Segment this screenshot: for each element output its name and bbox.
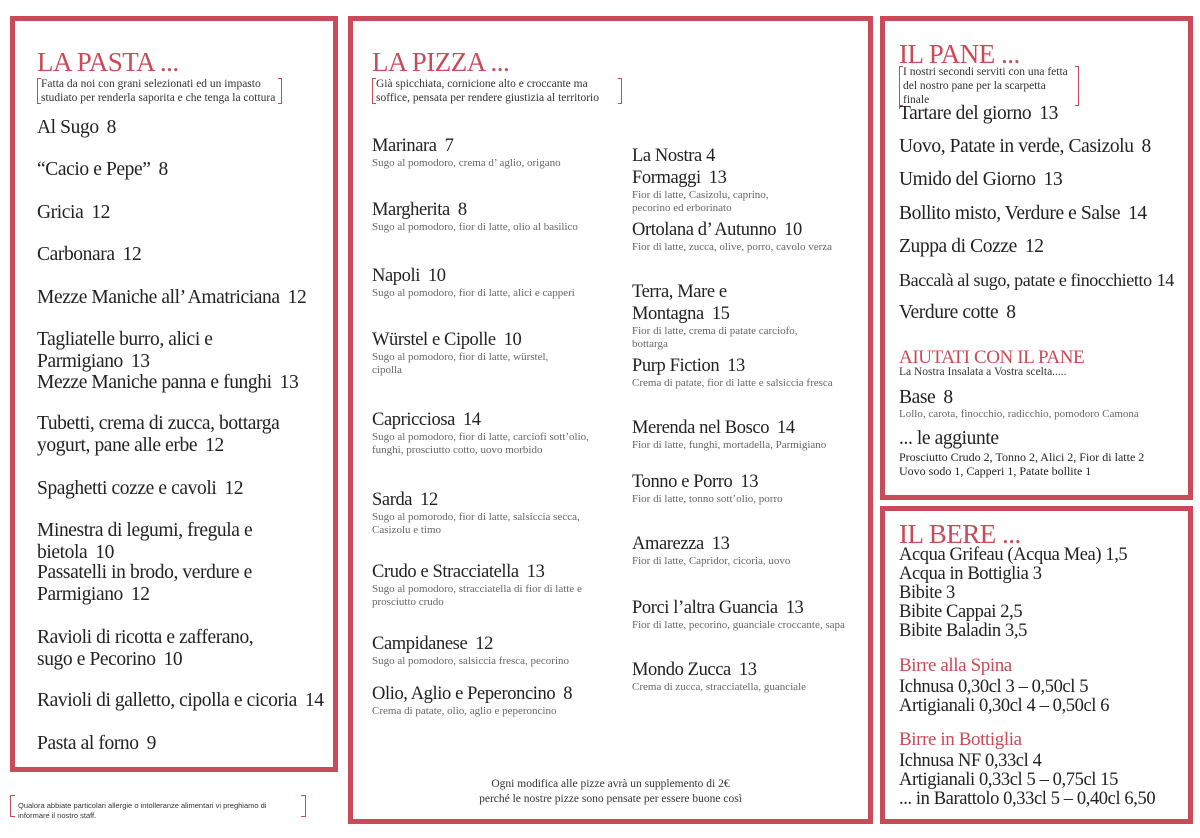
- item-price: 13: [279, 372, 299, 393]
- item-price: 10: [427, 266, 446, 286]
- item-price: 8: [158, 159, 168, 180]
- item-price: 12: [1024, 236, 1044, 257]
- pizza-item: [372, 329, 557, 377]
- menu-item: [37, 627, 267, 671]
- item-price: 8: [106, 117, 117, 138]
- pane-panel: [880, 16, 1193, 500]
- item-price: 8: [943, 387, 953, 408]
- item-price: 7: [444, 136, 454, 156]
- menu-item: [899, 136, 1189, 158]
- spina-title: Birre alla Spina: [899, 655, 1012, 676]
- menu-item: [37, 478, 327, 500]
- aiutati-subtitle: La Nostra Insalata a Vostra scelta.....: [899, 366, 1067, 378]
- menu-item: [37, 733, 327, 755]
- menu-item: [899, 302, 1189, 324]
- menu-item: [37, 520, 327, 564]
- pizza-subtitle: Già spicchiata, cornicione alto e croccante ma soffice, pensata per rendere giustizia al territorio: [372, 77, 622, 105]
- item-name: Tagliatelle burro, alici e Parmigiano: [37, 329, 213, 372]
- drink-line: Artigianali 0,33cl 5 – 0,75cl 15: [899, 770, 1118, 790]
- pizza-title: LA PIZZA ...: [372, 47, 510, 77]
- item-name: Carbonara: [37, 244, 115, 265]
- item-name: Marinara: [372, 136, 437, 156]
- item-price: 12: [122, 244, 142, 265]
- item-name: Amarezza: [632, 534, 704, 554]
- pizza-item: [372, 135, 622, 170]
- item-description: Sugo al pomodoro, fior di latte, carciofi sott’olio, funghi, prosciutto cotto, uovo morbido: [372, 431, 589, 456]
- aggiunte-title: ... le aggiunte: [899, 428, 999, 449]
- menu-item: [899, 169, 1189, 191]
- item-price: 13: [130, 351, 150, 372]
- item-description: Sugo al pomorodo, fior di latte, salsiccia secca, Casizolu e timo: [372, 511, 580, 536]
- pane-subtitle: I nostri secondi serviti con una fetta del nostro pane per la scarpetta finale: [899, 65, 1079, 107]
- item-name: Zuppa di Cozze: [899, 236, 1017, 257]
- menu-item: [37, 413, 297, 457]
- allergy-note: Qualora abbiate particolari allergie o intolleranze alimentari vi preghiamo di informare il nostro staff.: [10, 795, 306, 817]
- item-price: 10: [95, 542, 114, 563]
- item-price: 8: [457, 200, 467, 220]
- pizza-item: [632, 533, 862, 568]
- item-name: Verdure cotte: [899, 302, 999, 323]
- item-description: Crema di patate, fior di latte e salsiccia fresca: [632, 377, 833, 389]
- drink-line: Acqua Grifeau (Acqua Mea) 1,5: [899, 545, 1128, 565]
- drink-line: ... in Barattolo 0,33cl 5 – 0,40cl 6,50: [899, 789, 1156, 809]
- menu-item: [37, 159, 327, 181]
- menu-item: [899, 269, 1195, 291]
- item-price: 12: [475, 634, 493, 654]
- item-price: 12: [420, 490, 438, 510]
- pizza-supplement-note: [353, 777, 868, 807]
- item-name: Olio, Aglio e Peperoncino: [372, 684, 556, 704]
- item-name: Merenda nel Bosco: [632, 418, 770, 438]
- item-price: 15: [711, 304, 730, 324]
- pizza-item: [372, 489, 587, 537]
- item-name: Würstel e Cipolle: [372, 330, 496, 350]
- menu-item: [37, 287, 327, 309]
- item-name: Base: [899, 387, 936, 408]
- menu-item: [899, 103, 1189, 125]
- menu-item: [37, 372, 327, 394]
- item-price: 10: [784, 220, 802, 240]
- item-name: Spaghetti cozze e cavoli: [37, 478, 217, 499]
- item-price: 9: [146, 733, 156, 754]
- item-name: Umido del Giorno: [899, 169, 1036, 190]
- item-name: “Cacio e Pepe”: [37, 159, 151, 180]
- pizza-item: [372, 265, 622, 300]
- item-name: Baccalà al sugo, patate e finocchietto: [899, 270, 1152, 290]
- item-description: Sugo al pomodoro, fior di latte, olio al basilico: [372, 221, 578, 233]
- pizza-item: [372, 409, 622, 457]
- aiutati-title: AIUTATI CON IL PANE: [899, 347, 1085, 368]
- pizza-item: [372, 633, 622, 668]
- item-name: Minestra di legumi, fregula e bietola: [37, 520, 253, 563]
- item-name: Tubetti, crema di zucca, bottarga yogurt, pane alle erbe: [37, 413, 280, 456]
- item-name: Bollito misto, Verdure e Salse: [899, 203, 1121, 224]
- bottiglia-title: Birre in Bottiglia: [899, 729, 1022, 750]
- item-price: 14: [462, 410, 481, 430]
- bere-title: IL BERE ...: [899, 519, 1021, 549]
- pizza-item: [632, 281, 812, 351]
- item-price: 13: [1039, 103, 1058, 124]
- item-price: 12: [91, 202, 111, 223]
- item-price: 13: [738, 660, 757, 680]
- item-name: Margherita: [372, 200, 450, 220]
- base-item: [899, 387, 953, 409]
- pizza-panel: [348, 16, 873, 824]
- pizza-item: [372, 683, 622, 718]
- pizza-item: [632, 597, 862, 632]
- item-price: 13: [785, 598, 804, 618]
- drink-line: Acqua in Bottiglia 3: [899, 564, 1042, 584]
- item-name: Ortolana d’ Autunno: [632, 220, 777, 240]
- item-name: Uovo, Patate in verde, Casizolu: [899, 136, 1134, 157]
- item-price: 13: [1043, 169, 1063, 190]
- item-description: Sugo al pomodoro, fior di latte, würstel, cipolla: [372, 351, 549, 376]
- item-name: Mondo Zucca: [632, 660, 731, 680]
- base-description: Lollo, carota, finocchio, radicchio, pomodoro Camona: [899, 408, 1139, 420]
- item-price: 13: [708, 168, 727, 188]
- item-price: 12: [224, 478, 244, 499]
- item-description: Fior di latte, funghi, mortadella, Parmigiano: [632, 439, 827, 451]
- item-price: 12: [287, 287, 307, 308]
- pizza-item: [372, 199, 622, 234]
- item-description: Fior di latte, crema di patate carciofo, bottarga: [632, 325, 798, 350]
- item-price: 14: [1128, 203, 1147, 224]
- item-name: Mezze Maniche panna e funghi: [37, 372, 272, 393]
- item-price: 13: [740, 472, 759, 492]
- item-price: 10: [163, 649, 183, 670]
- item-name: Tonno e Porro: [632, 472, 733, 492]
- pizza-item: [632, 145, 807, 215]
- bere-panel: [880, 506, 1193, 824]
- drink-line: Ichnusa NF 0,33cl 4: [899, 751, 1042, 771]
- item-name: La Nostra 4 Formaggi: [632, 146, 715, 188]
- pizza-item: [632, 417, 862, 452]
- item-description: Fior di latte, zucca, olive, porro, cavolo verza: [632, 241, 833, 253]
- item-name: Sarda: [372, 490, 413, 510]
- aggiunte-line: Uovo sodo 1, Capperi 1, Patate bollite 1: [899, 464, 1092, 478]
- item-name: Gricia: [37, 202, 84, 223]
- item-description: Crema di zucca, stracciatella, guanciale: [632, 681, 807, 693]
- item-description: Fior di latte, tonno sott’olio, porro: [632, 493, 783, 505]
- item-description: Sugo al pomodoro, stracciatella di fior di latte e prosciutto crudo: [372, 583, 582, 608]
- item-name: Terra, Mare e Montagna: [632, 282, 727, 324]
- pizza-note-line: perché le nostre pizze sono pensate per essere buone così: [479, 793, 742, 805]
- menu-item: [37, 244, 327, 266]
- item-name: Capricciosa: [372, 410, 455, 430]
- item-price: 13: [727, 356, 745, 376]
- item-name: Al Sugo: [37, 117, 99, 138]
- item-price: 13: [711, 534, 730, 554]
- item-name: Pasta al forno: [37, 733, 139, 754]
- item-description: Sugo al pomodoro, crema d’ aglio, origano: [372, 157, 561, 169]
- item-price: 13: [526, 562, 545, 582]
- item-price: 14: [304, 690, 324, 711]
- pane-title: IL PANE ...: [899, 39, 1020, 69]
- menu-item: [37, 117, 327, 139]
- item-name: Porci l’altra Guancia: [632, 598, 778, 618]
- item-price: 14: [1156, 270, 1174, 290]
- menu-item: [899, 236, 1189, 258]
- item-description: Fior di latte, Casizolu, caprino, pecorino ed erborinato: [632, 189, 769, 214]
- item-price: 10: [503, 330, 522, 350]
- item-name: Campidanese: [372, 634, 468, 654]
- item-description: Sugo al pomodoro, salsiccia fresca, pecorino: [372, 655, 570, 667]
- item-description: Fior di latte, pecorino, guanciale croccante, sapa: [632, 619, 845, 631]
- pizza-item: [632, 471, 862, 506]
- pizza-note-line: Ogni modifica alle pizze avrà un supplemento di 2€: [491, 778, 730, 790]
- drink-line: Ichnusa 0,30cl 3 – 0,50cl 5: [899, 677, 1089, 697]
- item-name: Crudo e Stracciatella: [372, 562, 519, 582]
- item-description: Sugo al pomodoro, fior di latte, alici e capperi: [372, 287, 575, 299]
- item-name: Tartare del giorno: [899, 103, 1032, 124]
- menu-item: [37, 562, 267, 606]
- item-name: Passatelli in brodo, verdure e Parmigiano: [37, 562, 252, 605]
- item-price: 12: [130, 584, 150, 605]
- pizza-item: [632, 355, 862, 390]
- aggiunte-line: Prosciutto Crudo 2, Tonno 2, Alici 2, Fior di latte 2: [899, 450, 1145, 464]
- item-description: Crema di patate, olio, aglio e peperoncino: [372, 705, 557, 717]
- menu-item: [37, 690, 327, 712]
- menu-item: [37, 202, 327, 224]
- item-name: Napoli: [372, 266, 420, 286]
- drink-line: Bibite Cappai 2,5: [899, 602, 1023, 622]
- item-price: 12: [205, 435, 224, 456]
- item-description: Fior di latte, Capridor, cicoria, uovo: [632, 555, 791, 567]
- item-price: 8: [563, 684, 573, 704]
- item-price: 8: [1006, 302, 1016, 323]
- drink-line: Bibite 3: [899, 583, 955, 603]
- item-price: 14: [777, 418, 795, 438]
- item-name: Mezze Maniche all’ Amatriciana: [37, 287, 280, 308]
- pizza-item: [372, 561, 587, 609]
- drink-line: Bibite Baladin 3,5: [899, 621, 1027, 641]
- pasta-panel: [10, 16, 338, 772]
- pasta-title: LA PASTA ...: [37, 47, 179, 77]
- pizza-item: [632, 219, 862, 254]
- pizza-item: [632, 659, 862, 694]
- item-name: Ravioli di ricotta e zafferano, sugo e Pecorino: [37, 627, 254, 670]
- drink-line: Artigianali 0,30cl 4 – 0,50cl 6: [899, 696, 1110, 716]
- item-name: Purp Fiction: [632, 356, 720, 376]
- menu-item: [37, 329, 327, 373]
- item-name: Ravioli di galletto, cipolla e cicoria: [37, 690, 297, 711]
- item-price: 8: [1141, 136, 1151, 157]
- pasta-subtitle: Fatta da noi con grani selezionati ed un impasto studiato per renderla saporita e che tenga la cottura: [37, 77, 282, 105]
- menu-item: [899, 203, 1189, 225]
